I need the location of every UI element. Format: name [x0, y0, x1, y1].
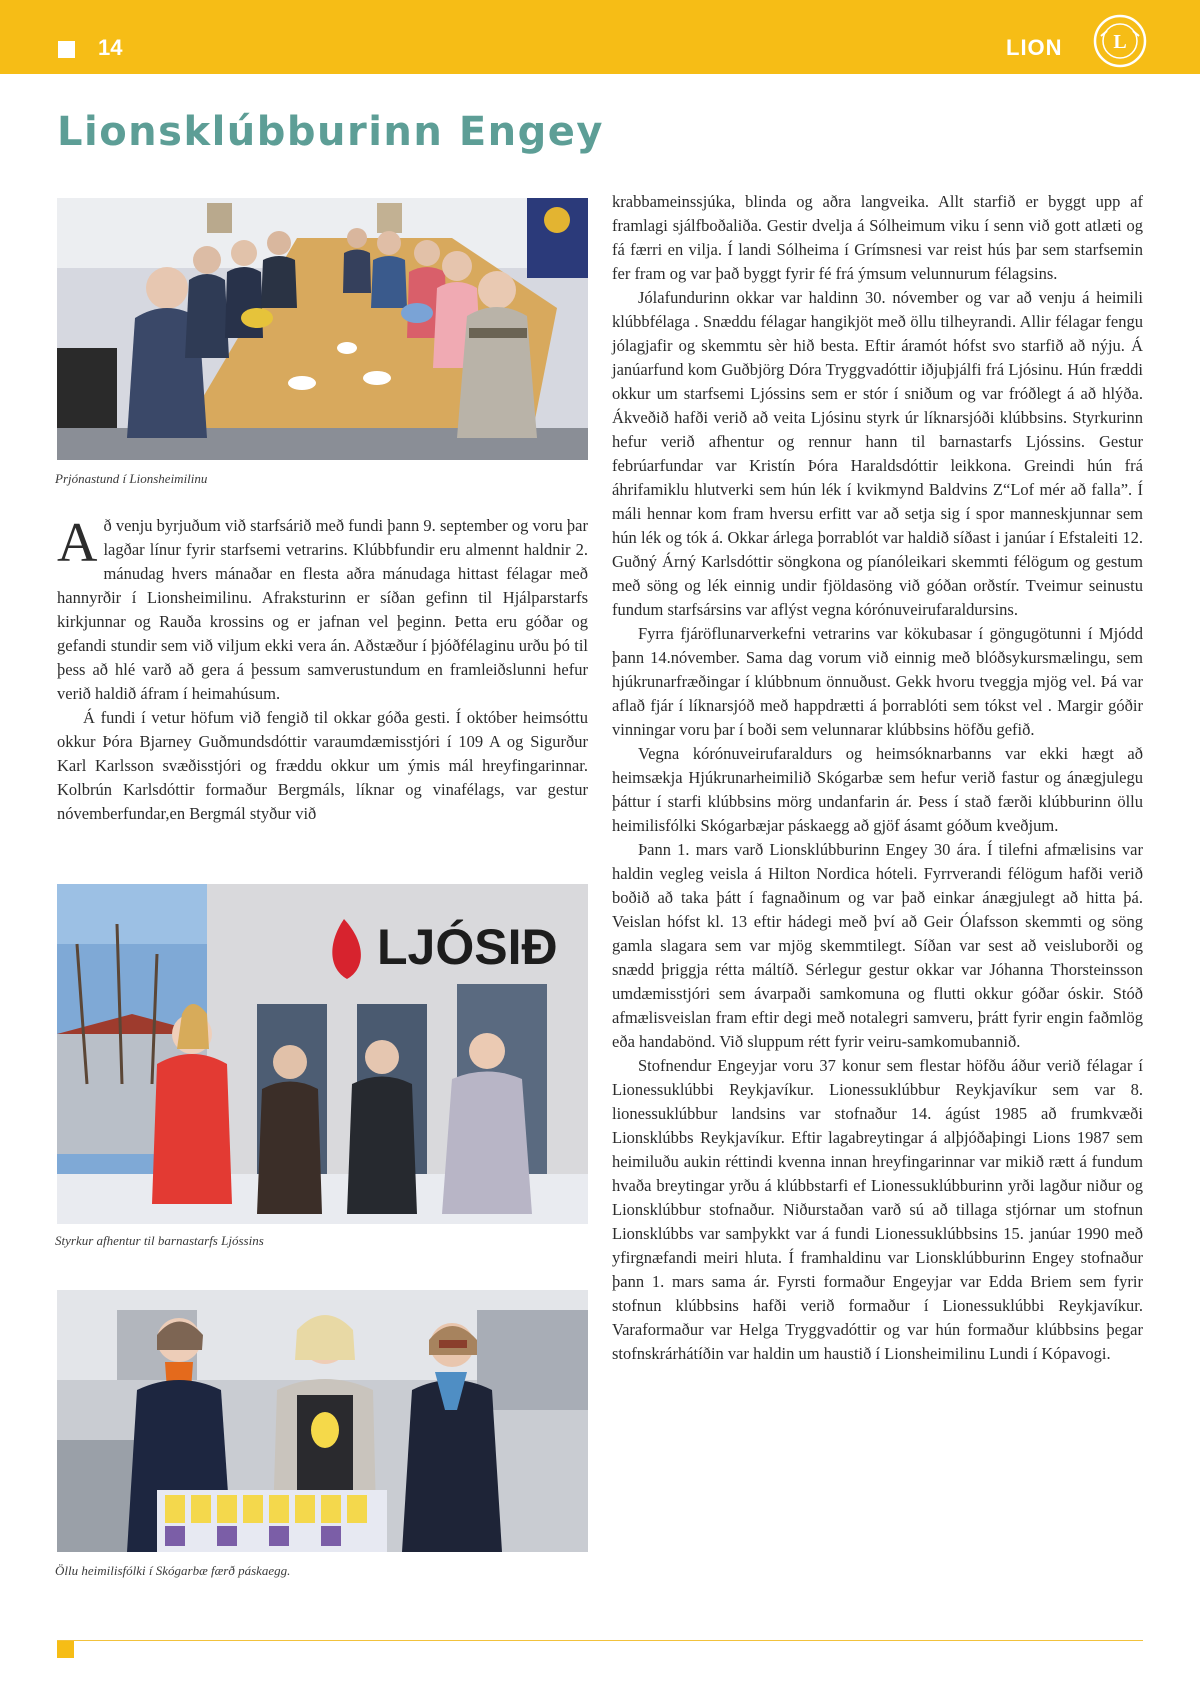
svg-text:L: L: [1113, 31, 1127, 53]
article-title: Lionsklúbburinn Engey: [57, 109, 604, 155]
footer-marker-square: [57, 1641, 74, 1658]
paragraph: Jólafundurinn okkar var haldinn 30. nóvember og var að venju á heimili klúbbfélaga . Snæddu félagar hangikjöt með öllu tilheyrandi. Allir félagar fengu jólagjafir og skemmtu sèr hið besta. Eftir áramót hófst svo starfið að nýju. Á janúarfund kom Guðbjörg Dóra Tryggvadóttir iðjuþjálfi frá Ljósinu. Hún fræddi okkur um starfsemi Ljóssins sem er stór í sniðum og var fróðlegt á að hlýða. Ákveðið hafði verið að veita Ljósinu styrk úr líknarsjóði klúbbsins. Styrkurinn hefur verið afhentur og rennur hann til barnastarfs Ljóssins. Gestur febrúarfundar var Kristín Þóra Haraldsdóttir leikkona. Greindi hún frá áhrifamiklu hlutverki sem hún lék í kvikmynd Baldvins Z“Lof mér að falla”. Í máli hennar kom fram hversu erfitt var að setja sig í spor manneskjunnar sem hún lék og tók á. Okkar árlega þorrablót var haldið síðast i janúar í Efstaleiti 12. Guðný Árný Karlsdóttir söngkona og píanóleikari skemmti félögum og gestum með söng og lék einnig undir fjöldasöng við góðan orðstír. Tveimur seinustu fundum starfsársins var aflýst vegna kórónuveirufaraldursins.: [612, 288, 1143, 619]
photo-caption: Prjónastund í Lionsheimilinu: [55, 471, 208, 486]
paragraph: krabbameinssjúka, blinda og aðra langveika. Allt starfið er byggt upp af framlagi sjálfboðaliða. Gestir dvelja á Sólheimum viku í senn við gott atlæti og fá færri en vilja. Í landi Sólheima í Grímsnesi var reist hús þar sem starfsemin fer fram og var það byggt fyrir fé frá ýmsum velunnurum félagsins.: [612, 192, 1143, 283]
photo-ljosid-donation: [57, 884, 588, 1224]
page-marker-square: [58, 41, 75, 58]
paragraph: [57, 514, 588, 706]
photo-knitting-session: [57, 198, 588, 460]
photo-sign-text: LJÓSIÐ: [377, 919, 558, 975]
left-column-text: [57, 514, 588, 826]
photo-caption: Styrkur afhentur til barnastarfs Ljóssins: [55, 1233, 264, 1248]
paragraph: Fyrra fjáröflunarverkefni vetrarins var kökubasar í göngugötunni í Mjódd þann 14.nóvember. Sama dag vorum við einnig með blóðsykursmælingu, sem hjúkrunarfræðingar í klúbbnum önnuðust. Gekk hvoru tveggja mjög vel. Þá var aflað fjár í líknarsjóð með happdrætti á þorrablóti sem tókst vel . Margir góðir vinningar voru þar í boði sem velunnarar klúbbsins höfðu gefið.: [612, 624, 1143, 739]
paragraph: Þann 1. mars varð Lionsklúbburinn Engey 30 ára. Í tilefni afmælisins var haldin vegleg veisla á Hilton Nordica hóteli. Fyrrverandi félögum hafði verið boðið að taka þátt í fagnaðinum og var það einkar ánægjulegt að hitta þá. Veislan hófst kl. 13 eftir hádegi með því að Geir Ólafsson skemmti og söng gamla slagara sem var mjög skemmtilegt. Síðan var sest að veisluborði og snædd þriggja rétta máltíð. Sérlegur gestur okkar var Jóhanna Thorsteinsson umdæmisstjóri sem ávarpaði samkomuna og flutti okkur góðar óskir. Stóð afmælisveislan fram eftir degi með notalegri samveru, þrátt fyrir engin faðmlög eða handabönd. Við sluppum rétt fyrir veiru-samkomubannið.: [612, 840, 1143, 1051]
photo-caption: Öllu heimilisfólki í Skógarbæ færð páskaegg.: [55, 1563, 291, 1578]
page-number: 14: [98, 35, 123, 60]
magazine-name: LION: [1006, 35, 1063, 60]
lions-club-emblem-icon: [1093, 14, 1147, 68]
right-column-text: [612, 190, 1143, 1366]
header-bar: [0, 0, 1200, 74]
paragraph: Á fundi í vetur höfum við fengið til okkar góða gesti. Í október heimsóttu okkur Þóra Bjarney Guðmundsdóttir varaumdæmisstjóri í 109 A og Sigurður Karl Karlsson svæðisstjóri og fræddu okkur um ýmis mál hreyfingarinnar. Kolbrún Karlsdóttir formaður Bergmáls, líknar og vinafélags, var gestur nóvemberfundar,en Bergmál styður við: [57, 708, 588, 823]
paragraph: Stofnendur Engeyjar voru 37 konur sem flestar höfðu áður verið félagar í Lionessuklúbbi Reykjavíkur. Lionessuklúbbur Reykjavíkur sem var 8. lionessuklúbbur landsins var stofnaður 14. ágúst 1985 að frumkvæði Lionsklúbbs Reykjavíkur. Eftir lagabreytingar á alþjóðaþingi Lions 1987 sem heimiluðu aukin réttindi kvenna innan hreyfingarinnar var mikið rætt á fundum hvaða breytingar yrðu á klúbbstarfi ef Lionessuklúbburinn yrði lagður niður og Lionsklúbbur stofnaður. Niðurstaðan varð sú að tillaga stjórnar um stofnun Lionsklúbbs var samþykkt var á fundi Lionessuklúbbsins 15. janúar 1990 með yfirgnæfandi meiri hluta. Í framhaldinu var Lionsklúbburinn Engey stofnaður þann 1. mars sama ár. Fyrsti formaður Engeyjar var Edda Briem sem fyrir stofnun klúbbsins hafði verið formaður í Lionessuklúbbi Reykjavíkur. Varaformaður var Helga Tryggvadóttir og var hún formaður klúbbsins þegar stofnskrárhátíðin var haldin um haustið í Lionsheimilinu Lundi í Kópavogi.: [612, 1056, 1143, 1363]
paragraph-text: ð venju byrjuðum við starfsárið með fundi þann 9. september og voru þar lagðar línur fyrir starfsemi vetrarins. Klúbbfundir eru almennt haldnir 2. mánudag hvers mánaðar en flesta aðra mánudaga hittast félagar með hannyrðir í Lionsheimilinu. Afraksturinn er síðan gefinn til Hjálparstarfs kirkjunnar og Rauða krossins og er jafnan vel þeginn. Þetta eru góðar og gefandi stundir sem við viljum ekki vera án. Aðstæður í þjóðfélaginu urðu þó til þess að hlé varð að gera á þessum samverustundum en framleiðslunni hefur verið haldið áfram í heimahúsum.: [57, 516, 588, 703]
drop-cap: A: [57, 512, 98, 574]
footer-rule: [57, 1640, 1143, 1641]
photo-easter-eggs: [57, 1290, 588, 1552]
paragraph: Vegna kórónuveirufaraldurs og heimsóknarbanns var ekki hægt að heimsækja Hjúkrunarheimilið Skógarbæ sem hefur verið fastur og ánægjulegu þáttur í starfi klúbbsins mörg undanfarin ár. Þess í stað færði klúbburinn öllu heimilisfólki Skógarbæjar páskaegg að gjöf ásamt góðum kveðjum.: [612, 744, 1143, 835]
